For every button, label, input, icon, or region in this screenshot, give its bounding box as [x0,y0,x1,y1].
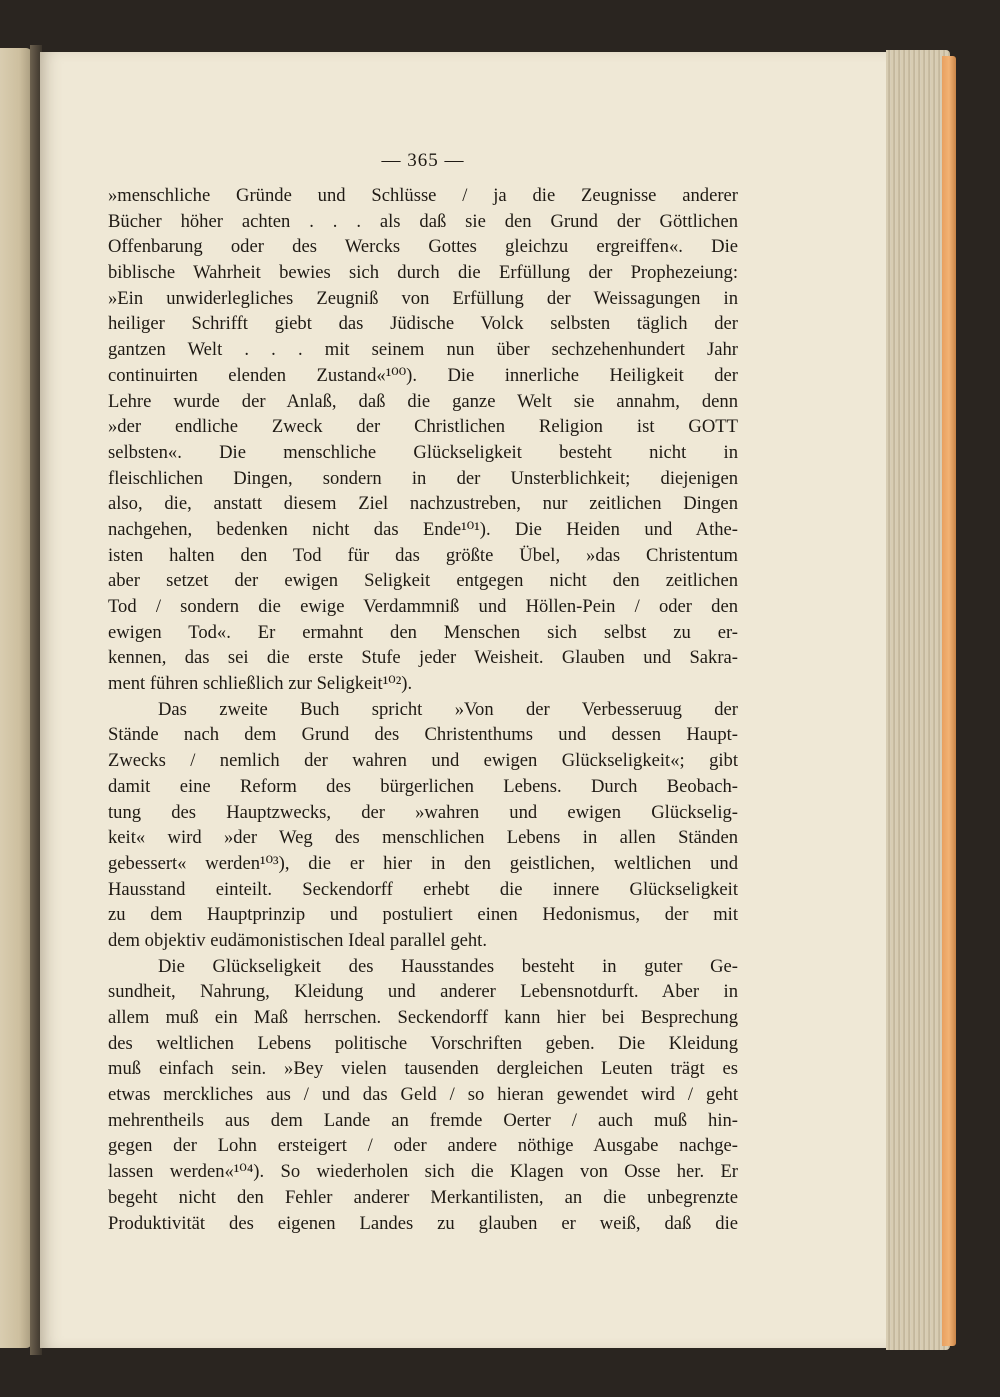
text-line: sundheit, Nahrung, Kleidung und anderer Lebensnotdurft. Aber in [108,981,738,1003]
text-line: isten halten den Tod für das größte Übel, »das Christentum [108,544,738,566]
text-line: Zwecks / nemlich der wahren und ewigen Glückseligkeit«; gibt [108,750,738,772]
text-line: Bücher höher achten . . . als daß sie den Grund der Göttlichen [108,210,738,232]
text-line: nachgehen, bedenken nicht das Ende¹⁰¹). Die Heiden und Athe- [108,518,738,540]
text-line: etwas merckliches aus / und das Geld / so hieran gewendet wird / geht [108,1084,738,1106]
text-line: Offenbarung oder des Wercks Gottes gleichzu ergreiffen«. Die [108,236,738,258]
text-line: damit eine Reform des bürgerlichen Lebens. Durch Beobach- [108,775,738,797]
text-line: Hausstand einteilt. Seckendorff erhebt die innere Glückseligkeit [108,878,738,900]
text-line: muß einfach sein. »Bey vielen tausenden dergleichen Leuten trägt es [108,1058,738,1080]
text-line: biblische Wahrheit bewies sich durch die Erfüllung der Prophezeiung: [108,262,738,284]
text-line: kennen, das sei die erste Stufe jeder Weisheit. Glauben und Sakra- [108,647,738,669]
text-line: keit« wird »der Weg des menschlichen Lebens in allen Ständen [108,827,738,849]
text-line: fleischlichen Dingen, sondern in der Unsterblichkeit; diejenigen [108,467,738,489]
page-stack-edges [886,50,950,1350]
text-line: Tod / sondern die ewige Verdammniß und Höllen-Pein / oder den [108,596,738,617]
text-line: continuirten elenden Zustand«¹⁰⁰). Die innerliche Heiligkeit der [108,364,738,386]
text-line: tung des Hauptzwecks, der »wahren und ewigen Glückselig- [108,801,738,823]
text-line: begeht nicht den Fehler anderer Merkantilisten, an die unbegrenzte [108,1186,738,1208]
text-line: heiliger Schrifft giebt das Jüdische Volck selbsten täglich der [108,313,738,335]
text-line: Stände nach dem Grund des Christenthums und dessen Haupt- [108,724,738,746]
text-line: »menschliche Gründe und Schlüsse / ja die Zeugnisse anderer [108,185,738,206]
text-line: gebessert« werden¹⁰³), die er hier in den geistlichen, weltlichen und [108,852,738,874]
text-line: zu dem Hauptprinzip und postuliert einen Hedonismus, der mit [108,904,738,926]
text-line: Das zweite Buch spricht »Von der Verbesseruug der [158,698,738,720]
cover-edge [942,56,956,1346]
text-line: aber setzet der ewigen Seligkeit entgegen nicht den zeitlichen [108,570,738,592]
text-line: gantzen Welt . . . mit seinem nun über sechzehenhundert Jahr [108,339,738,361]
text-line: Lehre wurde der Anlaß, daß die ganze Welt sie annahm, denn [108,390,738,412]
text-line: also, die, anstatt diesem Ziel nachzustreben, nur zeitlichen Dingen [108,493,738,515]
page-text [108,148,738,1236]
text-line: Die Glückseligkeit des Hausstandes besteht in guter Ge- [158,955,738,977]
text-line: ewigen Tod«. Er ermahnt den Menschen sich selbst zu er- [108,621,738,643]
text-line: »der endliche Zweck der Christlichen Religion ist GOTT [108,416,738,438]
text-line: mehrentheils aus dem Lande an fremde Oerter / auch muß hin- [108,1109,738,1131]
text-line: selbsten«. Die menschliche Glückseligkeit besteht nicht in [108,441,738,463]
text-line: ment führen schließlich zur Seligkeit¹⁰²). [108,673,413,695]
text-line: allem muß ein Maß herrschen. Seckendorff kann hier bei Besprechung [108,1007,738,1028]
facing-page-edge [0,48,32,1348]
page-number: — 365 — [381,150,465,171]
text-line: gegen der Lohn ersteigert / oder andere nöthige Ausgabe nachge- [108,1135,738,1157]
text-line: »Ein unwiderlegliches Zeugniß von Erfüllung der Weissagungen in [108,287,738,309]
text-line: Produktivität des eigenen Landes zu glauben er weiß, daß die [108,1212,738,1234]
text-line: des weltlichen Lebens politische Vorschriften geben. Die Kleidung [108,1032,738,1054]
text-line: dem objektiv eudämonistischen Ideal parallel geht. [108,929,487,951]
text-line: lassen werden«¹⁰⁴). So wiederholen sich die Klagen von Osse her. Er [108,1161,738,1183]
body-text [108,183,738,1236]
